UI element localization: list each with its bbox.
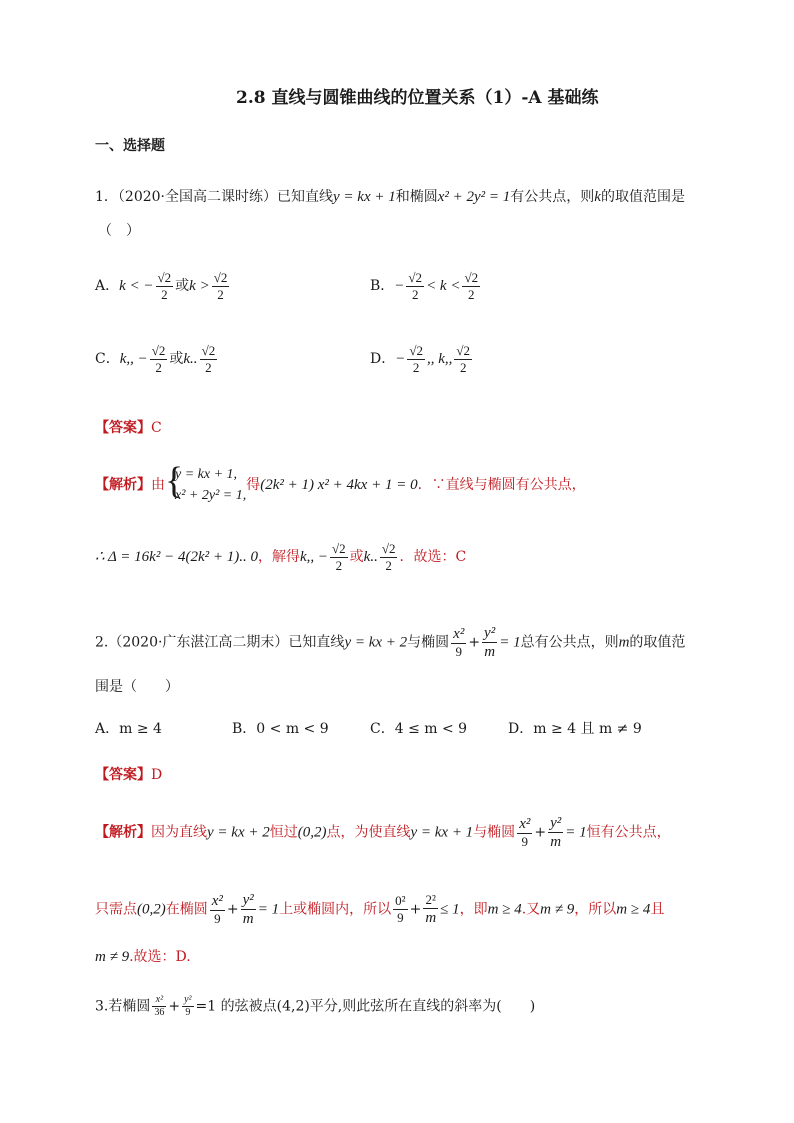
q1-option-c-k: k.. — [183, 351, 198, 368]
frac-den: 2 — [335, 557, 343, 573]
frac-den: 9 — [521, 834, 529, 850]
frac-den: m — [550, 834, 562, 850]
q2-analysis-2 — [95, 891, 664, 928]
q2-c1: m ≠ 9 — [95, 949, 130, 965]
frac-den: 36 — [154, 1007, 165, 1018]
frac-den: 9 — [185, 1007, 191, 1018]
frac-num: √2 — [381, 541, 396, 556]
q1-stem-b: 和椭圆 — [395, 189, 438, 205]
plus-sign: + — [168, 998, 181, 1015]
q3-stem — [95, 994, 535, 1019]
q1-analysis-you: 由 — [151, 477, 165, 493]
system-line-1: y = kx + 1, — [175, 467, 238, 482]
answer-value: C — [151, 420, 162, 436]
q1-equation-system — [165, 460, 247, 506]
q1-option-d-mid: ,, k,, — [427, 351, 453, 368]
frac-den: 2 — [459, 359, 467, 375]
q2-a4-eq-one: = 1 — [565, 824, 587, 841]
q1-option-b-label: B． — [370, 278, 395, 295]
q2-b2-frac-x — [210, 892, 225, 927]
q2-a5: 恒有公共点， — [586, 824, 671, 841]
q1-option-c-label: C． — [95, 351, 120, 368]
frac-den: 2 — [468, 286, 475, 302]
q2-b4: ，即 — [459, 901, 488, 918]
q1-option-b-mid: < k < — [426, 278, 461, 295]
q1-option-a-frac1 — [156, 270, 174, 302]
q1-option-d-label: D． — [370, 351, 396, 368]
analysis-tag: 【解析】 — [95, 824, 151, 841]
q2-stem-e: 围是（ ） — [95, 679, 179, 695]
frac-num: √2 — [201, 343, 216, 358]
q1-option-a-k: k > — [189, 278, 210, 295]
q2-frac-y — [482, 624, 497, 661]
q2-a3-eq: y = kx + 1 — [410, 824, 474, 841]
q1-analysis2-f: ．故选：C — [399, 549, 467, 566]
q2-a1: 因为直线 — [151, 824, 207, 841]
q3-stem-a: 3.若椭圆 — [95, 998, 151, 1015]
frac-num: y² — [242, 892, 254, 908]
q1-analysis2-frac1 — [330, 541, 348, 573]
q2-stem-b: 与椭圆 — [407, 634, 450, 651]
answer-tag: 【答案】 — [95, 767, 151, 783]
q1-option-c — [95, 343, 219, 375]
q1-option-a-mid: 或 — [175, 278, 190, 295]
system-brace: { — [165, 460, 184, 502]
q2-option-c: C．4 ≤ m < 9 — [370, 721, 468, 737]
q1-analysis-because: ．∵直线与椭圆有公共点， — [417, 477, 586, 493]
frac-den: 9 — [214, 911, 221, 927]
q1-stem-a: 1．（2020·全国高二课时练）已知直线 — [95, 189, 333, 205]
q1-option-c-mid: 或 — [169, 351, 184, 368]
frac-den: 2 — [161, 286, 168, 302]
q1-stem-c: 有公共点，则 — [510, 189, 595, 205]
q2-a1-eq: y = kx + 2 — [207, 824, 270, 841]
plus-sign: + — [534, 824, 547, 841]
q2-b3-le: ≤ 1 — [440, 901, 460, 918]
frac-num: √2 — [408, 270, 423, 285]
q1-option-b-frac1 — [406, 270, 424, 302]
q1-ellipse-eq: x² + 2y² = 1 — [437, 189, 511, 205]
q3-frac-y — [182, 994, 193, 1019]
q2-option-a: A．m ≥ 4 — [95, 721, 162, 737]
q1-option-d-frac1 — [407, 343, 425, 375]
q2-analysis — [95, 814, 671, 851]
frac-den: m — [484, 644, 496, 660]
q2-analysis-3 — [95, 946, 191, 966]
q2-stem — [95, 624, 685, 661]
plus-sign: + — [468, 634, 481, 651]
frac-den: 2 — [155, 359, 162, 375]
q2-b4-eq: m ≥ 4 — [487, 901, 522, 918]
frac-den: 9 — [455, 644, 462, 660]
frac-num: y² — [550, 815, 562, 831]
q2-c2: .故选：D. — [129, 949, 191, 965]
q2-a4-frac-x — [517, 815, 532, 850]
q2-frac-x — [451, 625, 466, 660]
frac-den: m — [242, 911, 254, 927]
q1-analysis — [95, 460, 586, 506]
q1-var-k: k — [594, 189, 601, 205]
frac-num: x² — [453, 626, 465, 643]
q3-stem-b: =1 的弦被点(4,2)平分,则此弦所在直线的斜率为( ) — [195, 998, 536, 1015]
q2-eq-one: = 1 — [499, 634, 521, 651]
q1-option-d-frac2 — [454, 343, 472, 375]
frac-num: y² — [184, 994, 192, 1005]
q1-analysis2-frac2 — [380, 541, 398, 573]
q1-option-b — [370, 270, 482, 302]
q2-option-b: B．0 < m < 9 — [232, 721, 329, 737]
q2-a4-frac-y — [548, 814, 563, 851]
frac-den: 2 — [412, 359, 420, 375]
analysis-tag: 【解析】 — [95, 477, 151, 493]
plus-sign: + — [409, 901, 422, 918]
q2-b6-eq: m ≥ 4 — [616, 901, 651, 918]
q1-option-d-pre: − — [395, 351, 406, 368]
frac-num: √2 — [456, 343, 471, 358]
frac-num: 0² — [395, 893, 406, 909]
frac-num: √2 — [157, 270, 172, 285]
q2-b2-frac-y — [241, 891, 256, 928]
q1-paren: （ ） — [98, 223, 140, 239]
q2-b6: ，所以 — [574, 901, 617, 918]
q2-option-d: D．m ≥ 4 且 m ≠ 9 — [508, 721, 642, 737]
q2-var-m: m — [618, 634, 630, 651]
frac-num: x² — [211, 893, 223, 910]
frac-num: √2 — [409, 343, 423, 358]
q2-b3-frac2 — [423, 892, 438, 927]
q2-b3-frac1 — [393, 893, 407, 925]
q3-frac-x — [152, 994, 166, 1019]
frac-den: m — [425, 909, 437, 926]
frac-den: 2 — [411, 286, 419, 302]
q2-answer — [95, 764, 162, 784]
frac-den: 9 — [397, 910, 404, 925]
page-title: 2.8 直线与圆锥曲线的位置关系（1）-A 基础练 — [236, 88, 599, 108]
q2-a4: 与椭圆 — [473, 824, 516, 841]
q1-stem-d: 的取值范围是 — [600, 189, 685, 205]
frac-num: √2 — [464, 270, 479, 285]
frac-num: √2 — [213, 270, 228, 285]
frac-num: x² — [519, 816, 531, 833]
q1-analysis2-c: k,, − — [299, 549, 329, 566]
q1-analysis-eq: (2k² + 1) x² + 4kx + 1 = 0 — [260, 477, 418, 493]
q2-line-eq: y = kx + 2 — [344, 634, 408, 651]
frac-den: 2 — [205, 359, 212, 375]
q1-option-d — [370, 343, 474, 375]
system-line-2: x² + 2y² = 1, — [175, 488, 247, 503]
q1-analysis-de: 得 — [246, 477, 261, 493]
q1-option-a — [95, 270, 231, 302]
q2-b3: 上或椭圆内，所以 — [279, 901, 392, 918]
q2-b2-eq-one: = 1 — [257, 901, 280, 918]
q2-b1: 只需点 — [95, 901, 137, 918]
q1-option-c-frac1 — [150, 343, 168, 375]
q2-b2: 在椭圆 — [165, 901, 208, 918]
q1-option-a-label: A． — [95, 278, 120, 295]
q1-option-b-frac2 — [462, 270, 480, 302]
section-heading: 一、选择题 — [95, 138, 165, 154]
frac-num: 2² — [423, 892, 438, 909]
plus-sign: + — [226, 901, 239, 918]
q2-b1-pt: (0,2) — [137, 901, 166, 918]
q2-a2: 恒过 — [269, 824, 298, 841]
q1-line-eq: y = kx + 1 — [333, 189, 396, 205]
q1-delta-eq: ∴ Δ = 16k² − 4(2k² + 1).. 0 — [95, 549, 258, 566]
q2-stem-d: 的取值范 — [629, 634, 686, 651]
frac-num: y² — [484, 625, 496, 641]
q1-answer — [95, 417, 162, 437]
q1-option-a-frac2 — [212, 270, 230, 302]
q2-b7: 且 — [650, 901, 665, 918]
q2-stem-c: 总有公共点，则 — [520, 634, 619, 651]
q2-stem-a: 2.（2020·广东湛江高二期末）已知直线 — [95, 634, 345, 651]
q2-b5-eq: m ≠ 9 — [540, 901, 575, 918]
frac-den: 2 — [385, 557, 392, 573]
answer-value: D — [151, 767, 163, 783]
q1-option-c-frac2 — [200, 343, 218, 375]
q2-b5: .又 — [521, 901, 541, 918]
frac-den: 2 — [217, 286, 224, 302]
frac-num: √2 — [332, 541, 346, 556]
q1-option-a-pre: k < − — [119, 278, 154, 295]
answer-tag: 【答案】 — [95, 420, 151, 436]
q1-option-b-pre: − — [394, 278, 405, 295]
q1-analysis2-d: 或 — [349, 549, 364, 566]
q1-analysis2-e: k.. — [363, 549, 378, 566]
q1-option-c-pre: k,, − — [119, 351, 148, 368]
q2-a2-pt: (0,2) — [297, 824, 327, 841]
q1-analysis-2 — [95, 541, 466, 573]
q1-stem — [95, 186, 685, 206]
q2-a3: 点，为使直线 — [326, 824, 411, 841]
frac-num: x² — [152, 994, 166, 1007]
frac-num: √2 — [151, 343, 166, 358]
q1-analysis2-b: ，解得 — [257, 549, 300, 566]
